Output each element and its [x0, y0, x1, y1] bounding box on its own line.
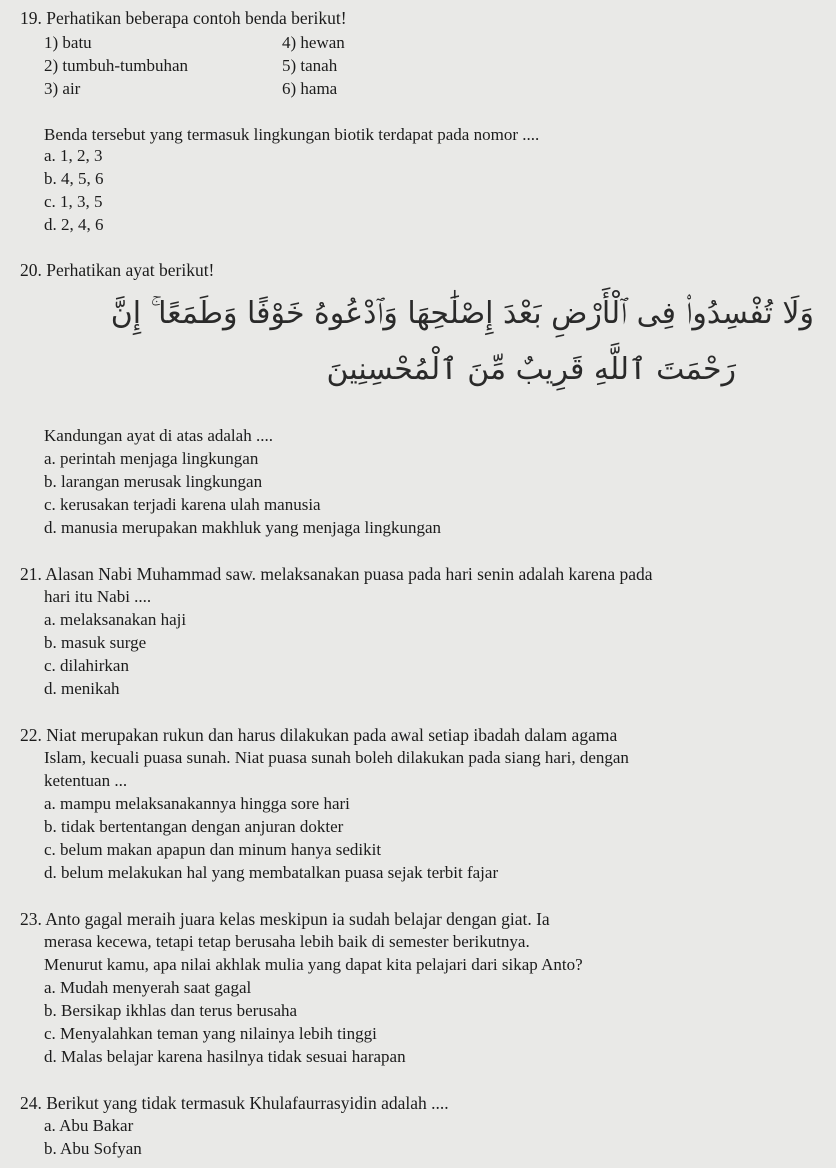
- q22-option-a: a. mampu melaksanakannya hingga sore hari: [44, 794, 350, 813]
- q21-line-2: hari itu Nabi ....: [44, 587, 152, 606]
- q19-item-3: 3) air: [44, 79, 81, 98]
- q21-option-d: d. menikah: [44, 679, 120, 698]
- q20-option-c: c. kerusakan terjadi karena ulah manusia: [44, 495, 321, 514]
- q20-option-b: b. larangan merusak lingkungan: [44, 472, 263, 491]
- q23-option-c: c. Menyalahkan teman yang nilainya lebih tinggi: [44, 1024, 377, 1043]
- q20-heading: 20. Perhatikan ayat berikut!: [20, 260, 215, 280]
- q19-item-1: 1) batu: [44, 33, 92, 52]
- q22-line-3: ketentuan ...: [44, 771, 128, 790]
- q24-option-a: a. Abu Bakar: [44, 1116, 134, 1135]
- q23-heading: 23. Anto gagal meraih juara kelas meskipun ia sudah belajar dengan giat. Ia: [20, 909, 550, 929]
- q21-option-b: b. masuk surge: [44, 633, 147, 652]
- q19-option-c: c. 1, 3, 5: [44, 192, 103, 211]
- q20-option-a: a. perintah menjaga lingkungan: [44, 449, 259, 468]
- q19-heading: 19. Perhatikan beberapa contoh benda berikut!: [20, 8, 347, 28]
- q21-option-a: a. melaksanakan haji: [44, 610, 187, 629]
- q22-option-d: d. belum melakukan hal yang membatalkan puasa sejak terbit fajar: [44, 863, 499, 882]
- arabic-verse-line-1: وَلَا تُفْسِدُوا۟ فِى ٱلْأَرْضِ بَعْدَ إِصْلَٰحِهَا وَٱدْعُوهُ خَوْفًا وَطَمَعًا ۚ إِنَّ: [110, 296, 814, 331]
- q23-option-d: d. Malas belajar karena hasilnya tidak sesuai harapan: [44, 1047, 406, 1066]
- q22-option-c: c. belum makan apapun dan minum hanya sedikit: [44, 840, 382, 859]
- q21-option-c: c. dilahirkan: [44, 656, 129, 675]
- q19-option-d: d. 2, 4, 6: [44, 215, 104, 234]
- q20-question: Kandungan ayat di atas adalah ....: [44, 426, 273, 445]
- q21-heading: 21. Alasan Nabi Muhammad saw. melaksanakan puasa pada hari senin adalah karena pada: [20, 564, 653, 584]
- q19-option-a: a. 1, 2, 3: [44, 146, 103, 165]
- q19-item-5: 5) tanah: [282, 56, 338, 75]
- q23-line-2: merasa kecewa, tetapi tetap berusaha lebih baik di semester berikutnya.: [44, 932, 530, 951]
- q22-heading: 22. Niat merupakan rukun dan harus dilakukan pada awal setiap ibadah dalam agama: [20, 725, 618, 745]
- q23-option-a: a. Mudah menyerah saat gagal: [44, 978, 252, 997]
- q24-option-b: b. Abu Sofyan: [44, 1139, 142, 1158]
- q19-item-2: 2) tumbuh-tumbuhan: [44, 56, 189, 75]
- q19-item-6: 6) hama: [282, 79, 338, 98]
- arabic-verse-line-2: رَحْمَتَ ٱللَّهِ قَرِيبٌ مِّنَ ٱلْمُحْسِنِينَ: [326, 352, 736, 387]
- q22-option-b: b. tidak bertentangan dengan anjuran dokter: [44, 817, 344, 836]
- q19-item-4: 4) hewan: [282, 33, 345, 52]
- q19-option-b: b. 4, 5, 6: [44, 169, 104, 188]
- q20-option-d: d. manusia merupakan makhluk yang menjaga lingkungan: [44, 518, 442, 537]
- q22-line-2: Islam, kecuali puasa sunah. Niat puasa sunah boleh dilakukan pada siang hari, dengan: [44, 748, 629, 767]
- q23-option-b: b. Bersikap ikhlas dan terus berusaha: [44, 1001, 298, 1020]
- q24-heading: 24. Berikut yang tidak termasuk Khulafaurrasyidin adalah ....: [20, 1093, 449, 1113]
- q23-line-3: Menurut kamu, apa nilai akhlak mulia yang dapat kita pelajari dari sikap Anto?: [44, 955, 583, 974]
- q19-question: Benda tersebut yang termasuk lingkungan biotik terdapat pada nomor ....: [44, 125, 540, 144]
